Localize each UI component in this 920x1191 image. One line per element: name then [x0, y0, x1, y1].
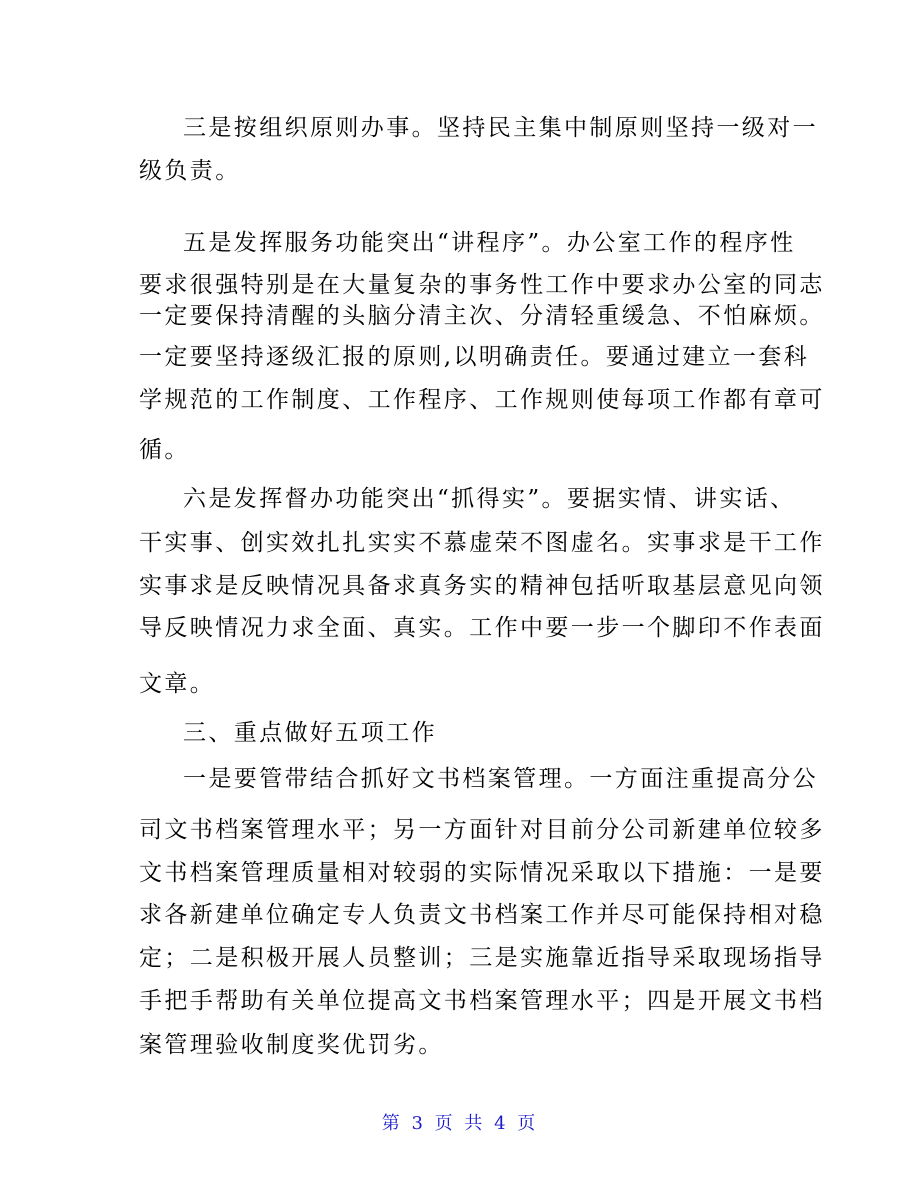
text-line [0, 895, 920, 935]
text-line [0, 108, 920, 148]
line-text: 三、重点做好五项工作 [183, 720, 437, 746]
line-text: 一是要管带结合抓好文书档案管理。一方面注重提高分公 [183, 766, 818, 792]
line-text: 导反映情况力求全面、真实。工作中要一步一个脚印不作表面 [139, 615, 825, 641]
text-line [0, 713, 920, 753]
text-line [0, 566, 920, 606]
text-line [0, 430, 920, 470]
text-line [0, 608, 920, 648]
text-line [0, 810, 920, 850]
line-text: 一定要坚持逐级汇报的原则,以明确责任。要通过建立一套科 [139, 344, 810, 370]
line-text: 司文书档案管理水平；另一方面针对目前分公司新建单位较多 [139, 817, 825, 843]
text-line [0, 1025, 920, 1065]
text-line [0, 380, 920, 420]
text-line [0, 479, 920, 519]
line-text: 案管理验收制度奖优罚劣。 [139, 1032, 444, 1058]
line-text: 求各新建单位确定专人负责文书档案工作并尽可能保持相对稳 [139, 902, 825, 928]
line-text: 要求很强特别是在大量复杂的事务性工作中要求办公室的同志 [139, 272, 825, 298]
text-line [0, 981, 920, 1021]
text-line [0, 523, 920, 563]
text-line [0, 151, 920, 191]
text-line [0, 223, 920, 263]
line-text: 文章。 [139, 671, 216, 697]
text-line [0, 853, 920, 893]
line-text: 循。 [139, 437, 190, 463]
line-text: 六是发挥督办功能突出“抓得实”。要据实情、讲实话、 [183, 486, 796, 512]
text-line [0, 759, 920, 799]
line-text: 一定要保持清醒的头脑分清主次、分清轻重缓急、不怕麻烦。 [139, 303, 825, 329]
line-text: 定；二是积极开展人员整训；三是实施靠近指导采取现场指导 [139, 945, 825, 971]
text-line [0, 938, 920, 978]
text-line [0, 337, 920, 377]
page-number-footer: 第 3 页 共 4 页 [381, 1113, 539, 1134]
line-text: 手把手帮助有关单位提高文书档案管理水平；四是开展文书档 [139, 988, 825, 1014]
text-line [0, 296, 920, 336]
line-text: 学规范的工作制度、工作程序、工作规则使每项工作都有章可 [139, 387, 825, 413]
line-text: 实事求是反映情况具备求真务实的精神包括听取基层意见向领 [139, 573, 825, 599]
line-text: 五是发挥服务功能突出“讲程序”。办公室工作的程序性 [183, 230, 796, 256]
text-line [0, 664, 920, 704]
line-text: 三是按组织原则办事。坚持民主集中制原则坚持一级对一 [183, 115, 818, 141]
line-text: 干实事、创实效扎扎实实不慕虚荣不图虚名。实事求是干工作 [139, 530, 825, 556]
line-text: 文书档案管理质量相对较弱的实际情况采取以下措施：一是要 [139, 860, 825, 886]
line-text: 级负责。 [139, 158, 241, 184]
